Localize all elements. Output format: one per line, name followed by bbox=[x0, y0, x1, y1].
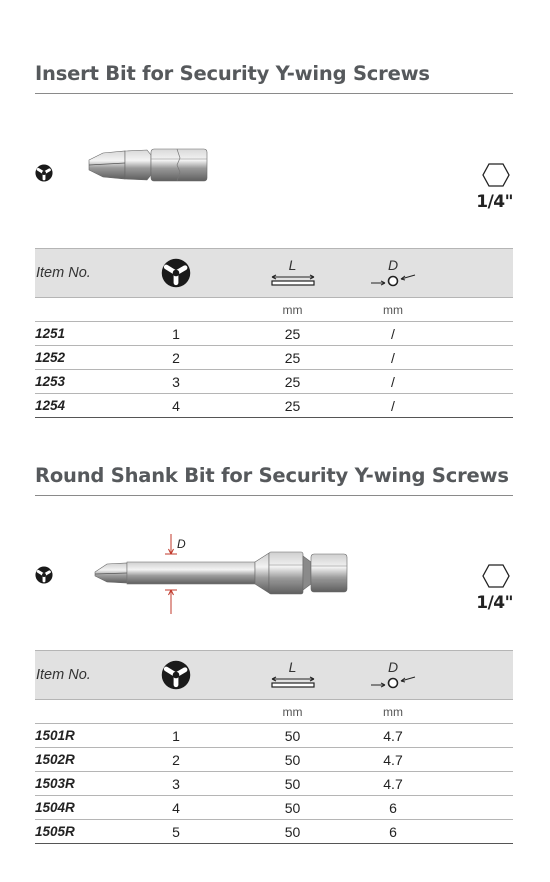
diameter-cell: / bbox=[369, 346, 417, 370]
y-wing-header bbox=[136, 651, 216, 700]
diameter-cell: 6 bbox=[369, 796, 417, 820]
table-row bbox=[35, 346, 513, 370]
size-cell: 4 bbox=[136, 796, 216, 820]
item-no-header: Item No. bbox=[35, 651, 136, 700]
size-cell: 2 bbox=[136, 748, 216, 772]
length-cell: 50 bbox=[216, 724, 369, 748]
y-wing-screw-icon bbox=[161, 258, 191, 288]
item-number: 1252 bbox=[35, 346, 136, 370]
units-row bbox=[35, 700, 513, 724]
product-illustration-area bbox=[35, 504, 513, 624]
section-round-shank-bit bbox=[35, 464, 513, 840]
length-cell: 25 bbox=[216, 370, 369, 394]
table-header bbox=[35, 651, 513, 700]
item-number: 1253 bbox=[35, 370, 136, 394]
size-cell: 1 bbox=[136, 322, 216, 346]
shank-size-label: 1/4" bbox=[476, 593, 513, 613]
hexagon-icon bbox=[482, 564, 510, 588]
diameter-cell: 4.7 bbox=[369, 724, 417, 748]
table-header bbox=[35, 249, 513, 298]
length-dimension-icon bbox=[270, 675, 316, 689]
item-number: 1502R bbox=[35, 748, 136, 772]
length-dimension-icon bbox=[270, 273, 316, 287]
product-illustration-area bbox=[35, 107, 513, 217]
size-cell: 5 bbox=[136, 820, 216, 844]
diameter-cell: / bbox=[369, 394, 417, 418]
item-number: 1505R bbox=[35, 820, 136, 844]
table-row bbox=[35, 820, 513, 844]
table-row bbox=[35, 394, 513, 418]
y-wing-screw-icon bbox=[35, 566, 53, 584]
diameter-cell: 6 bbox=[369, 820, 417, 844]
diameter-cell: / bbox=[369, 370, 417, 394]
item-number: 1503R bbox=[35, 772, 136, 796]
unit-diameter: mm bbox=[369, 700, 417, 724]
spec-table bbox=[35, 248, 513, 418]
y-wing-screw-icon bbox=[35, 164, 53, 182]
size-cell: 4 bbox=[136, 394, 216, 418]
y-wing-screw-icon bbox=[161, 660, 191, 690]
table-row bbox=[35, 724, 513, 748]
diameter-dimension-icon bbox=[369, 675, 417, 689]
unit-length: mm bbox=[216, 700, 369, 724]
table-row bbox=[35, 322, 513, 346]
diameter-cell: 4.7 bbox=[369, 772, 417, 796]
units-row bbox=[35, 298, 513, 322]
size-cell: 3 bbox=[136, 772, 216, 796]
y-wing-header bbox=[136, 249, 216, 298]
item-number: 1501R bbox=[35, 724, 136, 748]
item-number: 1254 bbox=[35, 394, 136, 418]
section-title: Round Shank Bit for Security Y-wing Screws bbox=[35, 464, 513, 496]
diameter-cell: 4.7 bbox=[369, 748, 417, 772]
unit-length: mm bbox=[216, 298, 369, 322]
item-number: 1504R bbox=[35, 796, 136, 820]
diameter-cell: / bbox=[369, 322, 417, 346]
spec-table bbox=[35, 650, 513, 844]
size-cell: 3 bbox=[136, 370, 216, 394]
length-cell: 50 bbox=[216, 772, 369, 796]
size-cell: 2 bbox=[136, 346, 216, 370]
length-header bbox=[216, 249, 369, 298]
diameter-dimension-icon bbox=[369, 273, 417, 287]
length-letter: L bbox=[288, 256, 297, 273]
diameter-header bbox=[369, 651, 417, 700]
shank-size-label: 1/4" bbox=[476, 192, 513, 212]
section-insert-bit bbox=[35, 62, 513, 414]
length-cell: 50 bbox=[216, 748, 369, 772]
table-row bbox=[35, 796, 513, 820]
diameter-letter: D bbox=[387, 256, 399, 273]
dimension-d-label: D bbox=[177, 537, 186, 551]
round-shank-bit-image bbox=[93, 534, 353, 616]
unit-diameter: mm bbox=[369, 298, 417, 322]
length-header bbox=[216, 651, 369, 700]
section-title: Insert Bit for Security Y-wing Screws bbox=[35, 62, 513, 94]
length-cell: 25 bbox=[216, 346, 369, 370]
length-cell: 25 bbox=[216, 394, 369, 418]
table-row bbox=[35, 772, 513, 796]
length-cell: 25 bbox=[216, 322, 369, 346]
diameter-letter: D bbox=[387, 658, 399, 675]
length-cell: 50 bbox=[216, 820, 369, 844]
table-row bbox=[35, 748, 513, 772]
item-no-header: Item No. bbox=[35, 249, 136, 298]
length-cell: 50 bbox=[216, 796, 369, 820]
table-row bbox=[35, 370, 513, 394]
diameter-header bbox=[369, 249, 417, 298]
item-number: 1251 bbox=[35, 322, 136, 346]
size-cell: 1 bbox=[136, 724, 216, 748]
insert-bit-image bbox=[85, 145, 215, 185]
hexagon-icon bbox=[482, 163, 510, 187]
length-letter: L bbox=[288, 658, 297, 675]
